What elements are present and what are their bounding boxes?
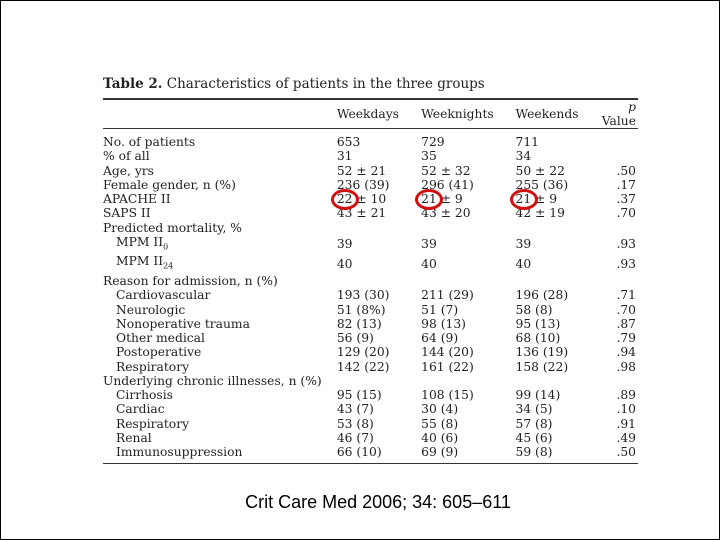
cell-weekends: 711 bbox=[515, 135, 539, 149]
cell-weekdays: 95 (15) bbox=[336, 388, 382, 403]
table-row bbox=[103, 445, 638, 459]
table-row bbox=[103, 374, 638, 388]
cell-weekends bbox=[516, 221, 602, 235]
cell-weekdays: 40 bbox=[336, 257, 353, 272]
cell-weeknights: 98 (13) bbox=[421, 316, 466, 331]
table-row bbox=[103, 360, 638, 374]
row-label bbox=[103, 274, 337, 288]
cell-p: .70 bbox=[616, 206, 636, 221]
header-weekdays: Weekdays bbox=[336, 107, 399, 121]
row-label-text: Other medical bbox=[116, 331, 205, 346]
cell-weekdays: 53 (8) bbox=[336, 416, 374, 431]
row-label-text: MPM II bbox=[116, 254, 164, 269]
row-label-text: Nonoperative trauma bbox=[116, 316, 250, 331]
cell-weeknights: 69 (9) bbox=[421, 445, 459, 460]
row-label bbox=[103, 149, 337, 163]
cell-weekdays: 52 ± 21 bbox=[336, 163, 387, 178]
cell-weekends: 39 bbox=[515, 237, 532, 252]
cell-weeknights: 51 (7) bbox=[421, 302, 459, 317]
cell-p: .71 bbox=[616, 288, 636, 303]
cell-weekdays bbox=[337, 274, 421, 288]
row-label-text: Respiratory bbox=[116, 359, 190, 374]
cell-p: .10 bbox=[616, 402, 636, 417]
cell-p: .93 bbox=[616, 237, 636, 252]
cell-p bbox=[602, 135, 638, 149]
header-weekends: Weekends bbox=[515, 107, 579, 121]
cell-p: .70 bbox=[616, 302, 636, 317]
cell-p: .94 bbox=[616, 345, 636, 360]
table-row bbox=[103, 402, 638, 416]
cell-weekdays: 129 (20) bbox=[336, 345, 390, 360]
row-label bbox=[103, 388, 337, 402]
table-row bbox=[103, 317, 638, 331]
cell-weeknights: 30 (4) bbox=[421, 402, 459, 417]
cell-weekdays: 56 (9) bbox=[336, 331, 374, 346]
cell-p: .37 bbox=[616, 192, 636, 206]
citation: Crit Care Med 2006; 34: 605–611 bbox=[245, 492, 511, 512]
cell-weekends: 196 (28) bbox=[515, 288, 569, 303]
row-label-text: SAPS II bbox=[103, 206, 151, 221]
cell-weekends: 95 (13) bbox=[515, 316, 561, 331]
cell-weekends: 158 (22) bbox=[515, 359, 569, 374]
cell-weeknights bbox=[421, 221, 515, 235]
cell-weeknights: 40 (6) bbox=[421, 430, 459, 445]
cell-weeknights: 144 (20) bbox=[421, 345, 474, 360]
row-label bbox=[103, 402, 337, 416]
cell-weekends: 45 (6) bbox=[515, 430, 553, 445]
table-row bbox=[103, 149, 638, 163]
cell-p: .49 bbox=[616, 430, 636, 445]
table-row bbox=[103, 221, 638, 235]
header-p-italic: p bbox=[628, 100, 636, 114]
row-label-text: Cirrhosis bbox=[116, 388, 173, 403]
cell-p: .93 bbox=[616, 257, 636, 272]
table-row bbox=[103, 235, 638, 255]
apache-weekends-highlight bbox=[510, 189, 538, 210]
cell-weekends: 34 (5) bbox=[515, 402, 553, 417]
table-row bbox=[103, 178, 638, 192]
table-row bbox=[103, 388, 638, 402]
cell-weeknights: 211 (29) bbox=[421, 288, 474, 303]
cell-weeknights: 35 bbox=[421, 149, 437, 164]
row-label-text: No. of patients bbox=[103, 135, 196, 149]
bottom-rule bbox=[103, 463, 638, 464]
row-label-text: Age, yrs bbox=[103, 163, 154, 178]
header-p-rest: Value bbox=[601, 114, 637, 128]
row-label-text: Cardiovascular bbox=[116, 288, 211, 303]
row-label bbox=[103, 360, 337, 374]
row-label bbox=[103, 192, 337, 206]
cell-weekends: 34 bbox=[515, 149, 532, 164]
table-row bbox=[103, 288, 638, 302]
cell-weekdays bbox=[337, 374, 421, 388]
row-label-text: Predicted mortality, % bbox=[103, 220, 242, 235]
cell-weekdays: 236 (39) bbox=[336, 177, 390, 192]
cell-weeknights bbox=[421, 274, 515, 288]
table-row bbox=[103, 192, 638, 206]
cell-weeknights: 21 ± 9 bbox=[421, 192, 463, 206]
row-label-text: Neurologic bbox=[116, 302, 186, 317]
cell-weekends: 21 ± 9 bbox=[515, 192, 558, 206]
cell-weekdays: 66 (10) bbox=[336, 445, 382, 460]
cell-weekdays bbox=[337, 221, 421, 235]
cell-weekdays: 43 ± 21 bbox=[336, 206, 387, 221]
cell-p: .50 bbox=[616, 445, 636, 460]
row-label bbox=[103, 303, 337, 317]
row-label bbox=[103, 178, 337, 192]
header-row bbox=[103, 100, 638, 128]
row-label-text: Female gender, n (%) bbox=[103, 177, 236, 192]
table-title bbox=[103, 76, 638, 92]
row-label-text: Respiratory bbox=[116, 416, 190, 431]
row-label bbox=[103, 374, 337, 388]
cell-p bbox=[602, 274, 638, 288]
table-row bbox=[103, 345, 638, 359]
row-label bbox=[103, 221, 337, 235]
row-label bbox=[103, 417, 337, 431]
cell-weekdays: 22 ± 10 bbox=[336, 192, 387, 206]
table-row bbox=[103, 206, 638, 220]
cell-weekdays: 653 bbox=[336, 135, 361, 149]
cell-weekends: 42 ± 19 bbox=[515, 206, 565, 221]
row-label-text: Immunosuppression bbox=[116, 445, 243, 460]
row-label bbox=[103, 331, 337, 345]
cell-weekdays: 193 (30) bbox=[336, 288, 390, 303]
cell-weekdays: 46 (7) bbox=[336, 430, 374, 445]
cell-weekends bbox=[516, 274, 602, 288]
row-label bbox=[103, 345, 337, 359]
cell-p: .89 bbox=[616, 388, 636, 403]
cell-weeknights: 296 (41) bbox=[421, 177, 474, 192]
table-row bbox=[103, 431, 638, 445]
characteristics-table bbox=[103, 100, 638, 459]
row-label-text: Underlying chronic illnesses, n (%) bbox=[103, 373, 322, 388]
cell-weeknights: 43 ± 20 bbox=[421, 206, 471, 221]
cell-weekdays: 31 bbox=[336, 149, 353, 164]
cell-weekdays: 51 (8%) bbox=[336, 302, 386, 317]
cell-weeknights: 39 bbox=[421, 237, 437, 252]
cell-p: .79 bbox=[616, 331, 636, 346]
row-label bbox=[103, 206, 337, 220]
header-weeknights: Weeknights bbox=[421, 107, 494, 121]
header-label-column bbox=[103, 100, 337, 128]
row-label-subscript: 24 bbox=[163, 261, 174, 271]
apache-weeknights-highlight bbox=[415, 189, 443, 210]
cell-weekends: 58 (8) bbox=[515, 302, 553, 317]
cell-weekends: 255 (36) bbox=[515, 177, 569, 192]
cell-p: .87 bbox=[616, 316, 636, 331]
row-label-text: Postoperative bbox=[116, 345, 202, 360]
row-label-subscript: 0 bbox=[163, 242, 169, 252]
cell-p bbox=[602, 221, 638, 235]
apache-weekdays-highlight bbox=[331, 189, 359, 210]
table-row bbox=[103, 417, 638, 431]
cell-weekends: 40 bbox=[515, 257, 532, 272]
row-label-text: Renal bbox=[116, 430, 152, 445]
table-body bbox=[103, 135, 638, 459]
cell-weekends bbox=[516, 374, 602, 388]
table-caption: Characteristics of patients in the three groups bbox=[166, 76, 485, 92]
table-row bbox=[103, 331, 638, 345]
cell-p: .17 bbox=[616, 177, 636, 192]
cell-p bbox=[602, 374, 638, 388]
row-label bbox=[103, 431, 337, 445]
cell-weekdays: 142 (22) bbox=[336, 359, 390, 374]
cell-weekends: 57 (8) bbox=[515, 416, 553, 431]
row-label-text: APACHE II bbox=[103, 192, 171, 206]
row-label-text: % of all bbox=[103, 149, 150, 164]
cell-p: .91 bbox=[616, 416, 636, 431]
cell-p: .50 bbox=[616, 163, 636, 178]
table-row bbox=[103, 254, 638, 274]
row-label bbox=[103, 164, 337, 178]
cell-weeknights: 40 bbox=[421, 257, 437, 272]
row-label bbox=[103, 445, 337, 459]
row-label-text: Cardiac bbox=[116, 402, 165, 417]
table-row bbox=[103, 164, 638, 178]
row-label bbox=[103, 235, 337, 255]
cell-weekdays: 82 (13) bbox=[336, 316, 382, 331]
cell-weekends: 68 (10) bbox=[515, 331, 561, 346]
cell-weeknights: 55 (8) bbox=[421, 416, 459, 431]
row-label bbox=[103, 317, 337, 331]
cell-p bbox=[602, 149, 638, 163]
row-label-text: MPM II bbox=[116, 234, 164, 249]
table-row bbox=[103, 274, 638, 288]
cell-weeknights bbox=[421, 374, 515, 388]
cell-weeknights: 729 bbox=[421, 135, 445, 149]
cell-weekends: 99 (14) bbox=[515, 388, 561, 403]
table-number: Table 2. bbox=[103, 76, 163, 92]
row-label bbox=[103, 254, 337, 274]
row-label-text: Reason for admission, n (%) bbox=[103, 274, 278, 289]
cell-weekdays: 43 (7) bbox=[336, 402, 374, 417]
cell-weeknights: 108 (15) bbox=[421, 388, 474, 403]
row-label bbox=[103, 288, 337, 302]
table-row bbox=[103, 303, 638, 317]
cell-weeknights: 64 (9) bbox=[421, 331, 459, 346]
cell-weekdays: 39 bbox=[336, 237, 353, 252]
row-label bbox=[103, 135, 337, 149]
cell-weekends: 136 (19) bbox=[515, 345, 569, 360]
cell-p: .98 bbox=[616, 359, 636, 374]
header-p-value bbox=[602, 100, 638, 128]
cell-weekends: 50 ± 22 bbox=[515, 163, 565, 178]
table-figure bbox=[103, 76, 638, 464]
table-row bbox=[103, 135, 638, 149]
cell-weeknights: 52 ± 32 bbox=[421, 163, 471, 178]
cell-weekends: 59 (8) bbox=[515, 445, 553, 460]
cell-weeknights: 161 (22) bbox=[421, 359, 474, 374]
